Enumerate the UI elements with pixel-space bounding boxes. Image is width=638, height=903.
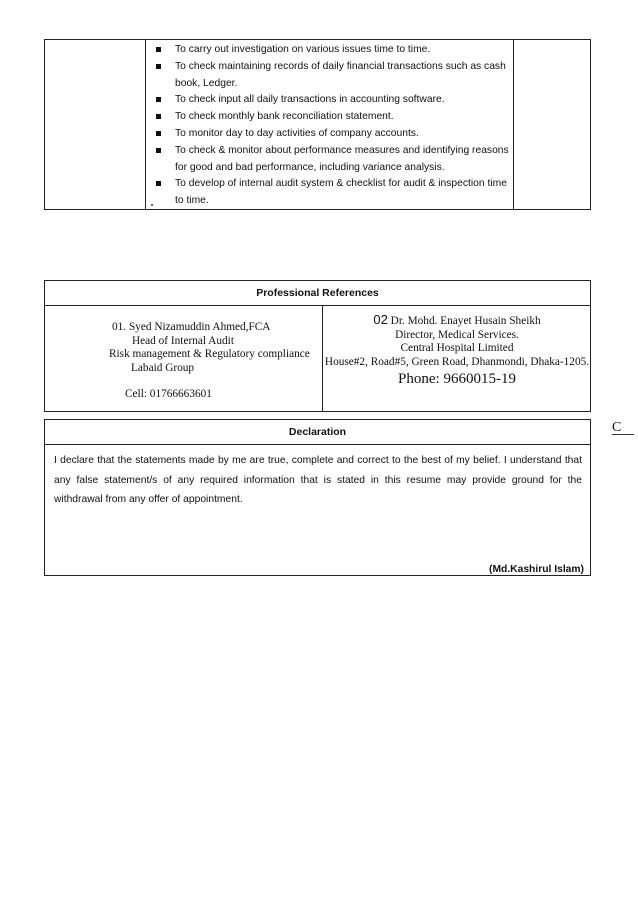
list-item: To check input all daily transactions in accounting software. — [153, 92, 513, 109]
list-item: To check maintaining records of daily financial transactions such as cash book, Ledger. — [153, 59, 513, 93]
duties-list — [153, 42, 513, 210]
reference-1-position: Head of Internal Audit — [132, 334, 234, 347]
column-divider — [513, 40, 514, 209]
side-underline — [612, 434, 634, 435]
references-title: Professional References — [45, 281, 590, 306]
reference-1-department: Risk management & Regulatory compliance — [109, 348, 310, 360]
square-bullet-icon — [156, 131, 161, 136]
declaration-title: Declaration — [45, 420, 590, 445]
list-item: To monitor day to day activities of company accounts. — [153, 126, 513, 143]
reference-1 — [45, 321, 322, 402]
duties-table — [44, 39, 591, 210]
square-bullet-icon — [156, 47, 161, 52]
square-bullet-icon — [156, 114, 161, 119]
list-item: To check monthly bank reconciliation statement. — [153, 109, 513, 126]
reference-2-company: Central Hospital Limited — [400, 342, 514, 354]
reference-2-position: Director, Medical Services. — [395, 328, 519, 341]
reference-2-address: House#2, Road#5, Green Road, Dhanmondi, Dhaka-1205. — [324, 355, 590, 368]
square-bullet-icon — [156, 181, 161, 186]
column-divider — [145, 40, 146, 209]
list-item: To carry out investigation on various issues time to time. — [153, 42, 513, 59]
references-table — [44, 280, 591, 412]
list-item: To develop of internal audit system & checklist for audit & inspection time to time. — [153, 176, 513, 210]
reference-2-phone: Phone: 9660015-19 — [398, 371, 516, 387]
reference-2 — [323, 313, 591, 387]
signature-name: (Md.Kashirul Islam) — [489, 564, 584, 575]
reference-2-number: 02 — [373, 312, 388, 327]
reference-1-name: 01. Syed Nizamuddin Ahmed,FCA — [112, 321, 271, 333]
square-bullet-icon — [156, 97, 161, 102]
declaration-box — [44, 419, 591, 576]
reference-1-company: Labaid Group — [131, 361, 195, 374]
list-item: To check & monitor about performance measures and identifying reasons for good and bad performance, including variance analysis. — [153, 143, 513, 177]
declaration-text: I declare that the statements made by me are true, complete and correct to the best of my belief. I understand that any false statement/s of any required information that is stated in this resume may provide ground for the withdrawal from any offer of appointment. — [54, 455, 582, 505]
reference-2-name: Dr. Mohd. Enayet Husain Sheikh — [390, 315, 541, 327]
stray-dot — [151, 204, 153, 206]
side-mark: C — [612, 420, 622, 435]
square-bullet-icon — [156, 64, 161, 69]
square-bullet-icon — [156, 148, 161, 153]
reference-1-cell: Cell: 01766663601 — [125, 388, 212, 400]
